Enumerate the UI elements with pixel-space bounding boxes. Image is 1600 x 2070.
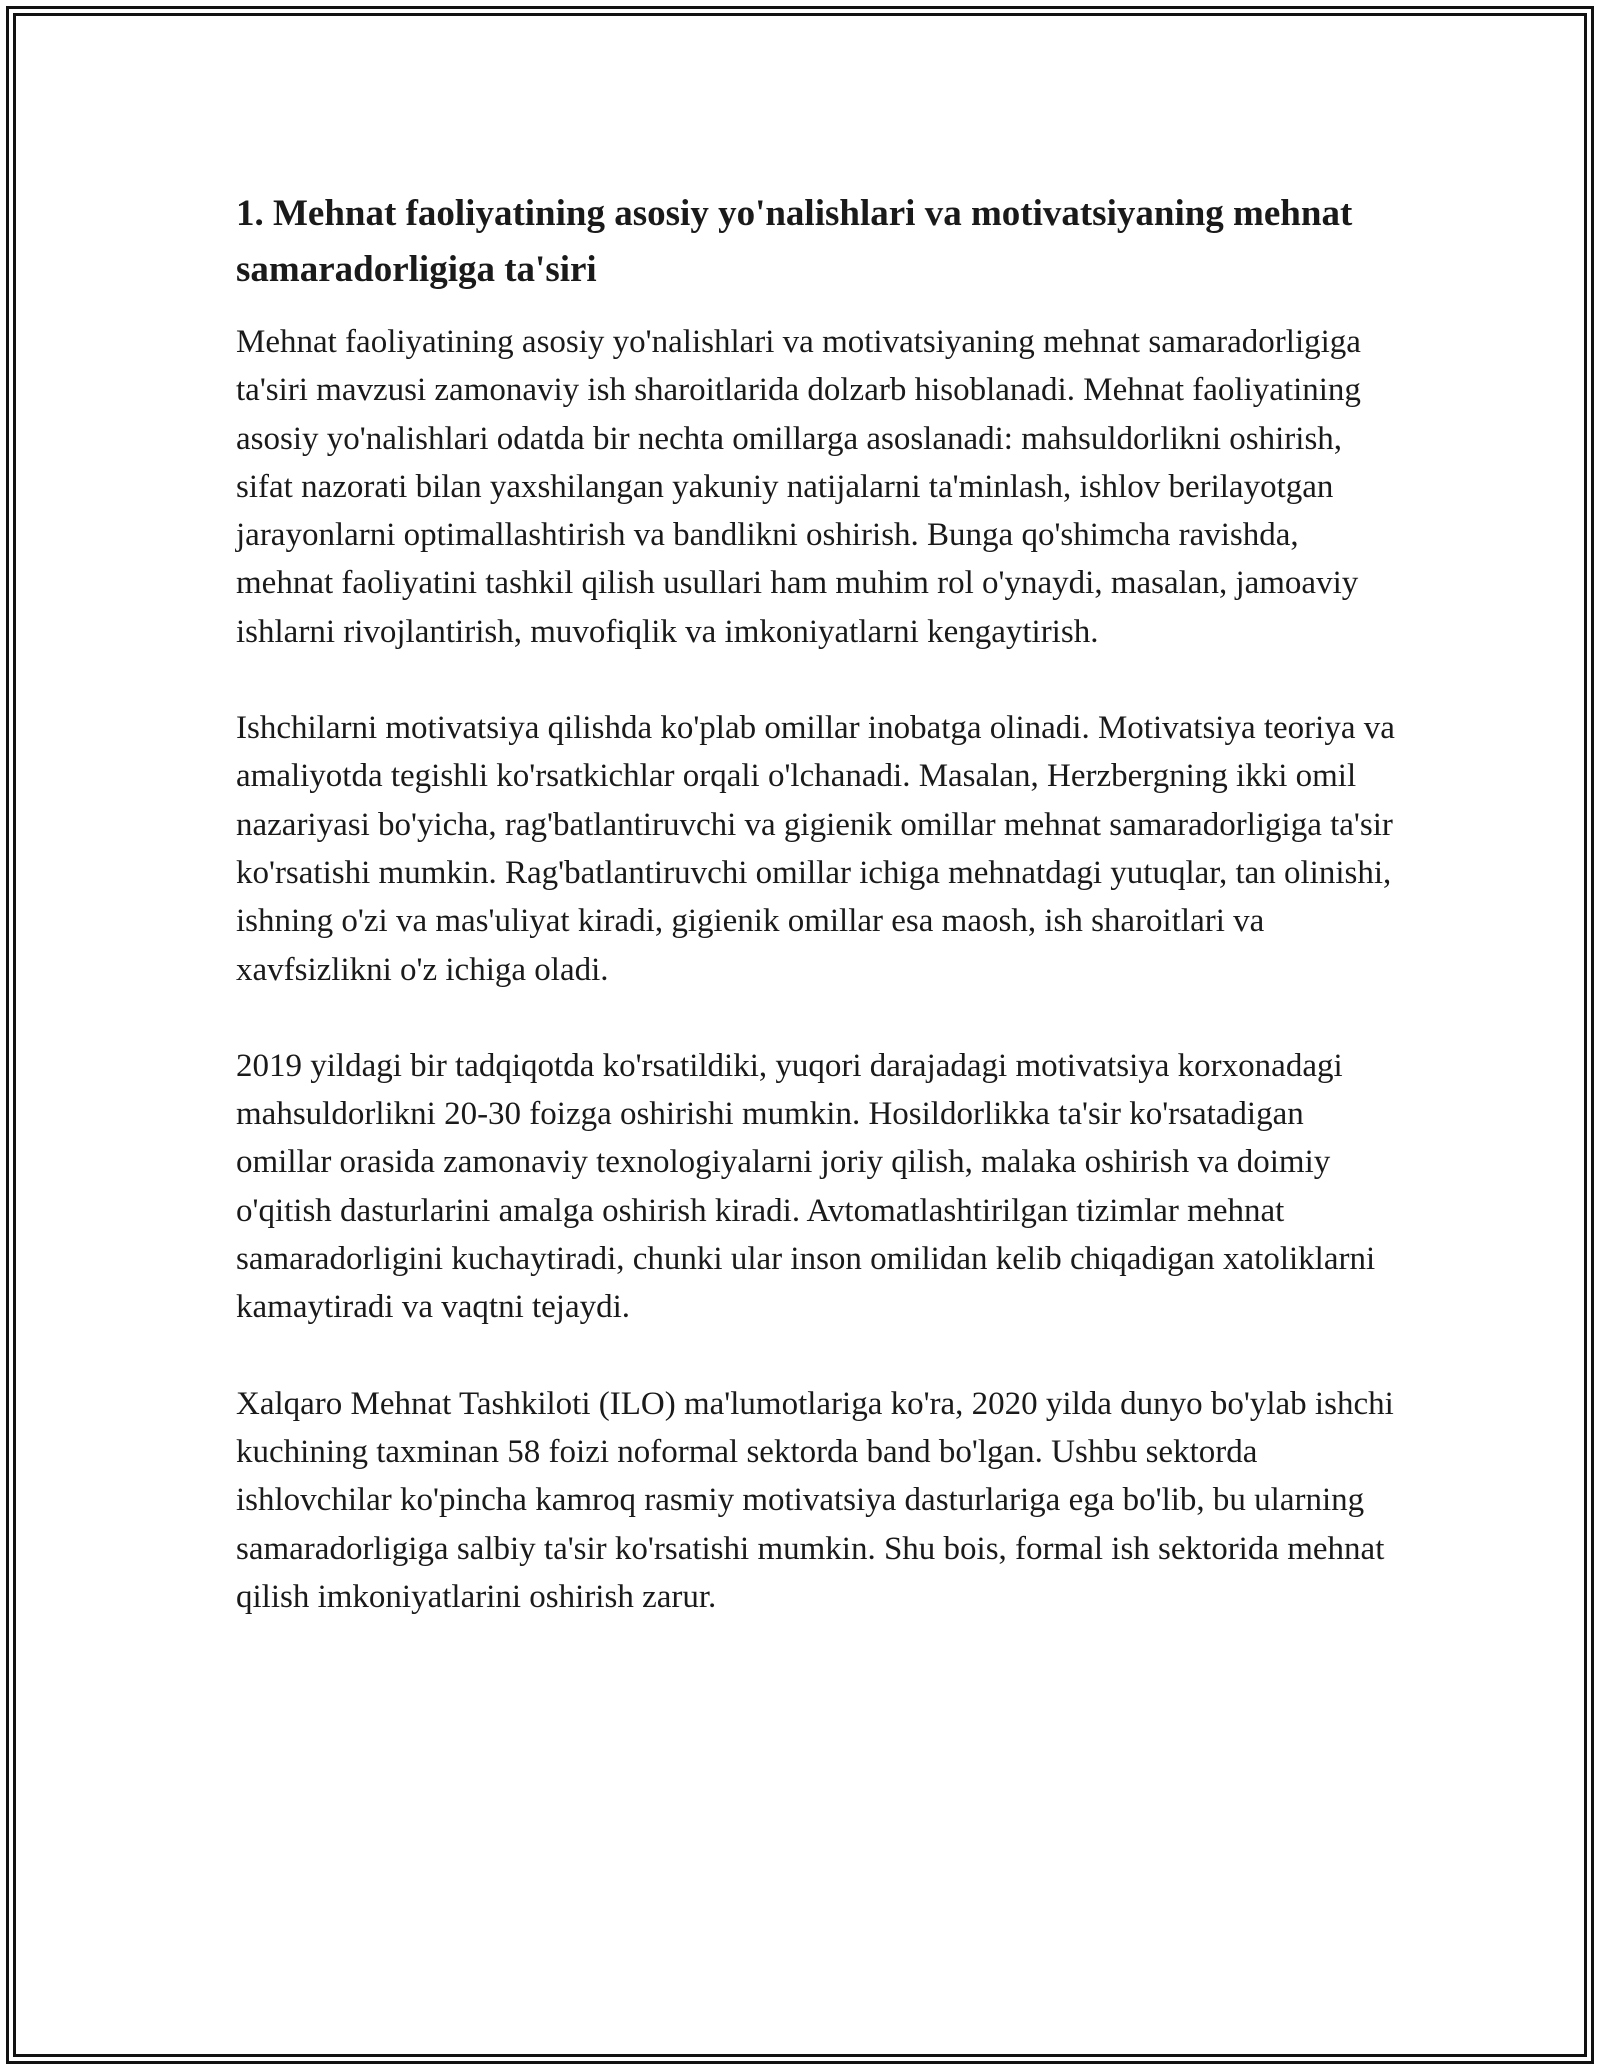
document-body xyxy=(236,186,1396,1669)
paragraph-4: Xalqaro Mehnat Tashkiloti (ILO) ma'lumotlariga ko'ra, 2020 yilda dunyo bo'ylab ishchi kuchining taxminan 58 foizi noformal sektorda band bo'lgan. Ushbu sektorda ishlovchilar ko'pincha kamroq rasmiy motivatsiya dasturlariga ega bo'lib, bu ularning samaradorligiga salbiy ta'sir ko'rsatishi mumkin. Shu bois, formal ish sektorida mehnat qilish imkoniyatlarini oshirish zarur. xyxy=(236,1385,1394,1615)
paragraph-3: 2019 yildagi bir tadqiqotda ko'rsatildiki, yuqori darajadagi motivatsiya korxonadagi mahsuldorlikni 20-30 foizga oshirishi mumkin. Hosildorlikka ta'sir ko'rsatadigan omillar orasida zamonaviy texnologiyalarni joriy qilish, malaka oshirish va doimiy o'qitish dasturlarini amalga oshirish kiradi. Avtomatlashtirilgan tizimlar mehnat samaradorligini kuchaytiradi, chunki ular inson omilidan kelib chiqadigan xatoliklarni kamaytiradi va vaqtni tejaydi. xyxy=(236,1047,1376,1326)
section-heading: 1. Mehnat faoliyatining asosiy yo'nalishlari va motivatsiyaning mehnat samaradorligiga ta'siri xyxy=(236,193,1353,290)
paragraph-2: Ishchilarni motivatsiya qilishda ko'plab omillar inobatga olinadi. Motivatsiya teoriya va amaliyotda tegishli ko'rsatkichlar orqali o'lchanadi. Masalan, Herzbergning ikki omil nazariyasi bo'yicha, rag'batlantiruvchi va gigienik omillar mehnat samaradorligiga ta'sir ko'rsatishi mumkin. Rag'batlantiruvchi omillar ichiga mehnatdagi yutuqlar, tan olinishi, ishning o'zi va mas'uliyat kiradi, gigienik omillar esa maosh, ish sharoitlari va xavfsizlikni o'z ichiga oladi. xyxy=(236,710,1395,988)
paragraph-1: Mehnat faoliyatining asosiy yo'nalishlari va motivatsiyaning mehnat samaradorligiga ta'siri mavzusi zamonaviy ish sharoitlarida dolzarb hisoblanadi. Mehnat faoliyatining asosiy yo'nalishlari odatda bir nechta omillarga asoslanadi: mahsuldorlikni oshirish, sifat nazorati bilan yaxshilangan yakuniy natijalarni ta'minlash, ishlov berilayotgan jarayonlarni optimallashtirish va bandlikni oshirish. Bunga qo'shimcha ravishda, mehnat faoliyatini tashkil qilish usullari ham muhim rol o'ynaydi, masalan, jamoaviy ishlarni rivojlantirish, muvofiqlik va imkoniyatlarni kengaytirish. xyxy=(236,324,1361,650)
